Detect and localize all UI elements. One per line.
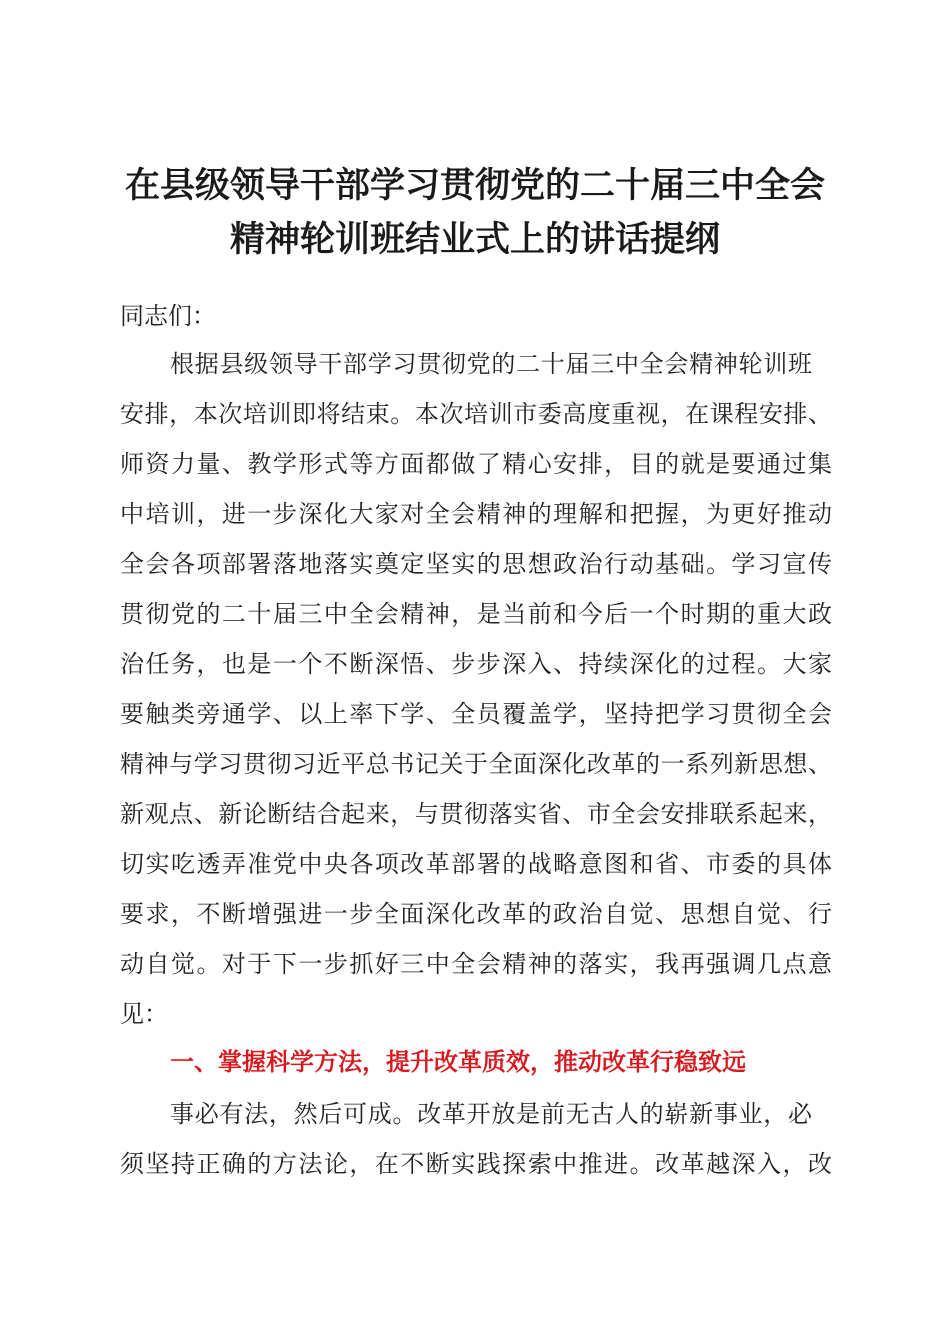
salutation: 同志们： (120, 302, 216, 330)
paragraph-1-line: 治任务，也是一个不断深悟、步步深入、持续深化的过程。大家 (120, 650, 832, 678)
paragraph-1-line: 贯彻党的二十届三中全会精神，是当前和今后一个时期的重大政 (120, 600, 832, 628)
paragraph-1-line: 见： (120, 1000, 168, 1028)
document-title-line-2: 精神轮训班结业式上的讲话提纲 (229, 219, 720, 260)
paragraph-1-line: 师资力量、教学形式等方面都做了精心安排，目的就是要通过集 (120, 450, 832, 478)
section-1-heading: 一、掌握科学方法，提升改革质效，推动改革行稳致远 (170, 1048, 746, 1076)
paragraph-1-line: 中培训，进一步深化大家对全会精神的理解和把握，为更好推动 (120, 500, 832, 528)
paragraph-1-line: 新观点、新论断结合起来，与贯彻落实省、市全会安排联系起来， (120, 800, 832, 828)
paragraph-1-line: 要求，不断增强进一步全面深化改革的政治自觉、思想自觉、行 (120, 900, 832, 928)
paragraph-1-line: 精神与学习贯彻习近平总书记关于全面深化改革的一系列新思想、 (120, 750, 832, 778)
document-title-line-1: 在县级领导干部学习贯彻党的二十届三中全会 (124, 165, 825, 206)
paragraph-2-line: 须坚持正确的方法论，在不断实践探索中推进。改革越深入，改 (120, 1150, 832, 1178)
paragraph-1-line: 根据县级领导干部学习贯彻党的二十届三中全会精神轮训班 (170, 350, 812, 378)
paragraph-1-line: 动自觉。对于下一步抓好三中全会精神的落实，我再强调几点意 (120, 950, 832, 978)
paragraph-1-line: 安排，本次培训即将结束。本次培训市委高度重视，在课程安排、 (120, 400, 832, 428)
paragraph-1-line: 全会各项部署落地落实奠定坚实的思想政治行动基础。学习宣传 (120, 550, 832, 578)
paragraph-2-line: 事必有法，然后可成。改革开放是前无古人的崭新事业，必 (170, 1100, 812, 1128)
paragraph-1-line: 要触类旁通学、以上率下学、全员覆盖学，坚持把学习贯彻全会 (120, 700, 832, 728)
paragraph-1-line: 切实吃透弄准党中央各项改革部署的战略意图和省、市委的具体 (120, 850, 832, 878)
